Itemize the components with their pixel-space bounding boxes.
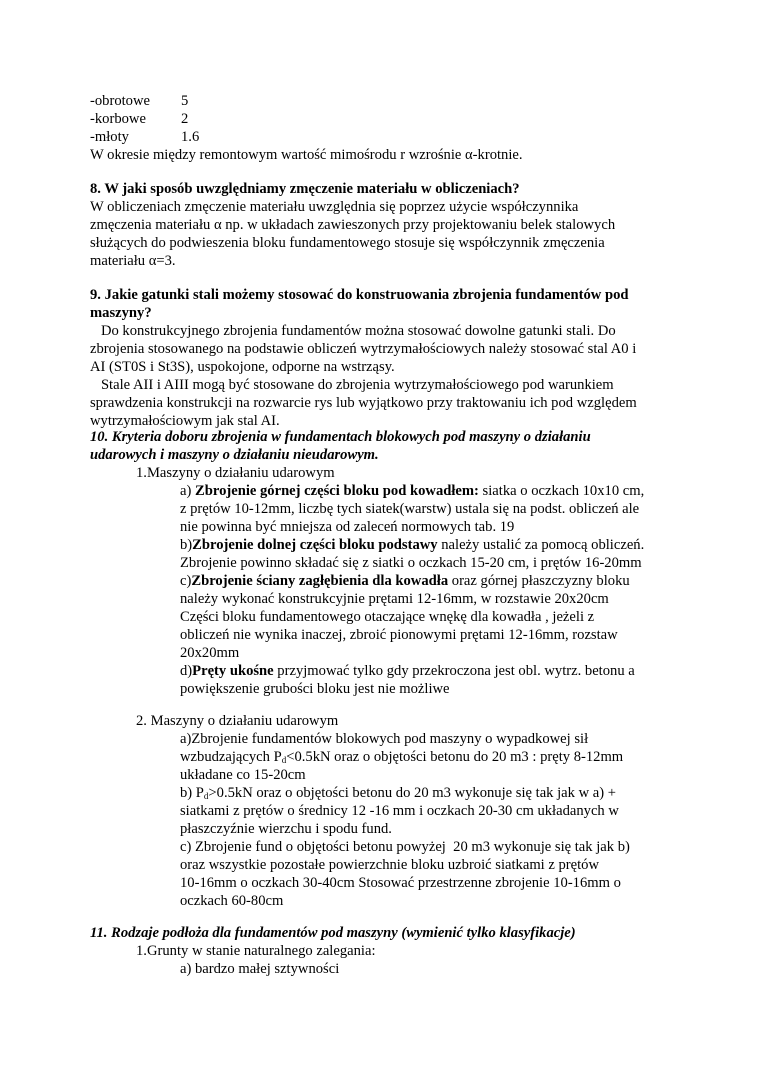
paragraph-line: c) Zbrojenie fund o objętości betonu powyżej 20 m3 wykonuje się tak jak b) — [180, 839, 630, 855]
paragraph-line: Stale AII i AIII mogą być stosowane do zbrojenia wytrzymałościowego pod warunkiem — [90, 377, 614, 393]
paragraph-line: płaszczyźnie wierzchu i spodu fund. — [180, 821, 392, 837]
paragraph-line: Zbrojenie powinno składać się z siatki o oczkach 15-20 cm, i prętów 16-20mm — [180, 555, 642, 571]
paragraph-line: powiększenie grubości bloku jest nie możliwe — [180, 681, 450, 697]
item-bold-label: Zbrojenie dolnej części bloku podstawy — [192, 537, 438, 553]
paragraph-line: 20x20mm — [180, 645, 240, 661]
list-label: -młoty — [90, 129, 129, 145]
paragraph-line: oraz wszystkie pozostałe powierzchnie bloku uzbroić siatkami z prętów — [180, 857, 600, 873]
text-part: <0.5kN oraz o objętości betonu do 20 m3 : pręty 8-12mm — [286, 749, 624, 765]
subscript: d — [281, 755, 287, 765]
paragraph-line: wytrzymałościowym jak stal AI. — [90, 413, 280, 429]
paragraph-line: 10-16mm o oczkach 30-40cm Stosować przestrzenne zbrojenie 10-16mm o — [180, 875, 621, 891]
subsection-title: 2. Maszyny o działaniu udarowym — [136, 713, 339, 729]
paragraph-line: sprawdzenia konstrukcji na rozwarcie rys lub wyjątkowo przy traktowaniu ich pod względem — [90, 395, 637, 411]
paragraph-line: Części bloku fundamentowego otaczające wnękę dla kowadła , jeżeli z — [180, 609, 595, 625]
list-item-korbowe — [90, 110, 146, 128]
text-part: >0.5kN oraz o objętości betonu do 20 m3 wykonuje się tak jak w a) + — [208, 785, 616, 801]
item-text: oraz górnej płaszczyzny bloku — [448, 573, 630, 589]
item-bold-label: Pręty ukośne — [192, 663, 274, 679]
paragraph-line: nie powinna być mniejsza od zaleceń normowych tab. 19 — [180, 519, 515, 535]
question-10-heading: 10. Kryteria doboru zbrojenia w fundamentach blokowych pod maszyny o działaniu — [90, 429, 591, 445]
question-10-heading-cont: udarowych i maszyny o działaniu nieudarowym. — [90, 447, 379, 463]
item-prefix: c) — [180, 573, 192, 589]
subscript: d — [203, 791, 209, 801]
item-prefix: a) — [180, 483, 195, 499]
paragraph-line: W obliczeniach zmęczenie materiału uwzględnia się poprzez użycie współczynnika — [90, 199, 579, 215]
question-9-heading-cont: maszyny? — [90, 305, 152, 321]
paragraph-line: oczkach 60-80cm — [180, 893, 284, 909]
list-item-obrotowe — [90, 92, 150, 110]
list-item-a — [180, 482, 644, 500]
list-item-d — [180, 662, 635, 680]
paragraph-line: zbrojenia stosowanego na podstawie obliczeń wytrzymałościowych należy stosować stal A0 i — [90, 341, 637, 357]
paragraph-line: siatkami z prętów o średnicy 12 -16 mm i oczkach 20-30 cm układanych w — [180, 803, 619, 819]
item-bold-label: Zbrojenie górnej części bloku pod kowadłem: — [195, 483, 479, 499]
item-text: siatka o oczkach 10x10 cm, — [478, 483, 645, 499]
list-label: -obrotowe — [90, 93, 150, 109]
paragraph-line: układane co 15-20cm — [180, 767, 306, 783]
paragraph-line: obliczeń nie wynika inaczej, zbroić pionowymi prętami 12-16mm, rozstaw — [180, 627, 618, 643]
list-value-mloty: 1.6 — [181, 129, 200, 145]
list-value-korbowe: 2 — [181, 111, 189, 127]
list-item-b — [180, 536, 644, 554]
paragraph-line: należy wykonać konstrukcyjnie prętami 12-16mm, w rozstawie 20x20cm — [180, 591, 609, 607]
text-part: wzbudzających P — [180, 749, 282, 765]
list-item-mloty — [90, 128, 129, 146]
paragraph-line: AI (ST0S i St3S), uspokojone, odporne na wstrząsy. — [90, 359, 395, 375]
subsection-title: 1.Maszyny o działaniu udarowym — [136, 465, 335, 481]
item-text: przyjmować tylko gdy przekroczona jest obl. wytrz. betonu a — [273, 663, 635, 679]
question-11-heading: 11. Rodzaje podłoża dla fundamentów pod maszyny (wymienić tylko klasyfikacje) — [90, 925, 576, 941]
item-prefix: b) — [180, 537, 193, 553]
list-value-obrotowe: 5 — [181, 93, 189, 109]
text-part: b) P — [180, 785, 204, 801]
paragraph-line: W okresie między remontowym wartość mimośrodu r wzrośnie α-krotnie. — [90, 147, 523, 163]
paragraph-line: służących do podwieszenia bloku fundamentowego stosuje się współczynnik zmęczenia — [90, 235, 605, 251]
list-item-c — [180, 572, 630, 590]
paragraph-line: a)Zbrojenie fundamentów blokowych pod maszyny o wypadkowej sił — [180, 731, 589, 747]
paragraph-line: z prętów 10-12mm, liczbę tych siatek(warstw) ustala się na podst. obliczeń ale — [180, 501, 640, 517]
list-label: -korbowe — [90, 111, 146, 127]
question-9-heading: 9. Jakie gatunki stali możemy stosować do konstruowania zbrojenia fundamentów pod — [90, 287, 629, 303]
paragraph-line: materiału α=3. — [90, 253, 176, 269]
item-prefix: d) — [180, 663, 193, 679]
paragraph-line: Do konstrukcyjnego zbrojenia fundamentów można stosować dowolne gatunki stali. Do — [90, 323, 616, 339]
subsection-title: 1.Grunty w stanie naturalnego zalegania: — [136, 943, 376, 959]
question-8-heading: 8. W jaki sposób uwzględniamy zmęczenie materiału w obliczeniach? — [90, 181, 520, 197]
item-text: należy ustalić za pomocą obliczeń. — [437, 537, 645, 553]
paragraph-line: zmęczenia materiału α np. w układach zawieszonych przy projektowaniu belek stalowych — [90, 217, 616, 233]
list-item-a: a) bardzo małej sztywności — [180, 961, 340, 977]
item-bold-label: Zbrojenie ściany zagłębienia dla kowadła — [191, 573, 449, 589]
